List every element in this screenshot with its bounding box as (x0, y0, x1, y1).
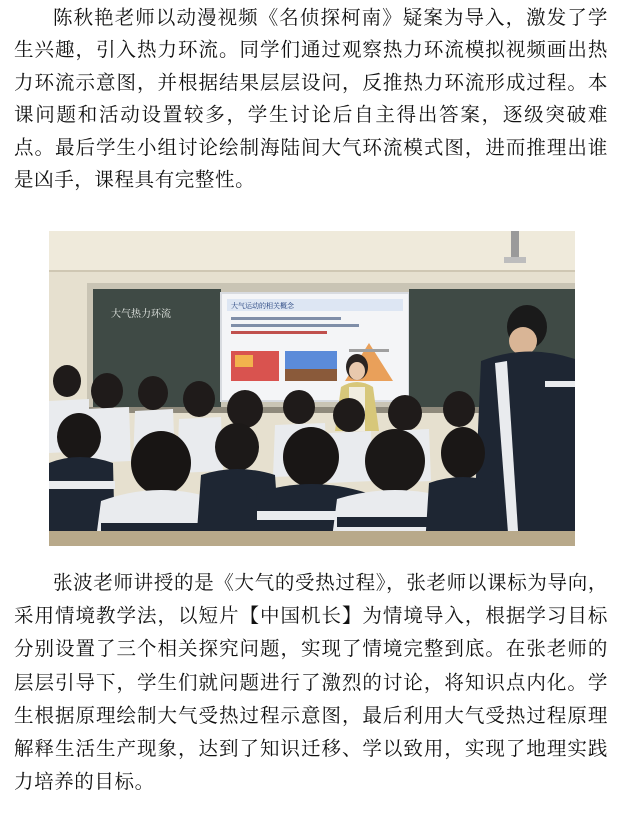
paragraph-1: 陈秋艳老师以动漫视频《名侦探柯南》疑案为导入，激发了学生兴趣，引入热力环流。同学们通过观察热力环流模拟视频画出热力环流示意图，并根据结果层层设问，反推热力环流形成过程。本课问题和活动设置较多，学生讨论后自主得出答案，逐级突破难点。最后学生小组讨论绘制海陆间大气环流模式图，进而推理出谁是凶手，课程具有完整性。 (14, 6, 608, 192)
blackboard-text: 大气热力环流 (111, 309, 171, 320)
paragraph-2: 张波老师讲授的是《大气的受热过程》，张老师以课标为导向，采用情境教学法，以短片【中国机长】为情境导入，根据学习目标分别设置了三个相关探究问题，实现了情境完整到底。在张老师的层层引导下，学生们就问题进行了激烈的讨论，将知识点内化。学生根据原理绘制大气受热过程示意图，最后利用大气受热过程原理解释生活生产现象，达到了知识迁移、学以致用，实现了地理实践力培养的目标。 (14, 571, 608, 794)
slide-title: 大气运动的相关概念 (231, 302, 294, 310)
classroom-illustration (49, 231, 575, 546)
classroom-photo (49, 231, 575, 546)
